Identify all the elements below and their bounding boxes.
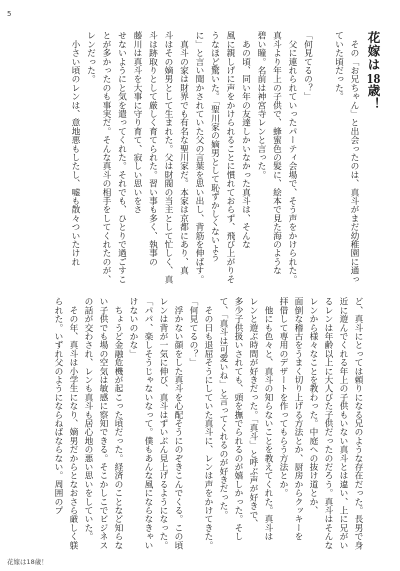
scene-break-spacer (315, 31, 331, 288)
text-line: その日も退屈そうにしていた真斗に、レンは声をかけてきた。 (203, 297, 213, 550)
text-line: 碧い瞳。名前は神宮寺レンと言った。 (256, 31, 266, 179)
text-line: 「何見てるの？」 (302, 31, 313, 101)
text-line: に」と言い聞かされていた父の言葉を思い出し、背筋を伸ばす。 (194, 31, 204, 284)
tate-chu-yoko-digits: 18 (366, 71, 381, 84)
text-line: るレンは年齢以上に大人びた子供だったのだろう。真斗はそんな (323, 297, 333, 550)
text-line: レンと遊ぶ時間が好きだった。「真斗」と呼ぶ声が好きで、 (248, 297, 258, 528)
running-footer: 花嫁は18歳！ (7, 558, 48, 566)
text-line: 父に連れられていったパーティ会場で、そう声をかけられた。 (287, 31, 297, 284)
text-line: ていた頃だった。 (333, 31, 344, 101)
text-line: 面倒な稽古をうまく切り上げる方法とか、厨房からクッキーを (293, 297, 303, 541)
text-line: レンから様々なことを教わった。中庭への抜け道とか、 (308, 297, 318, 515)
text-line: られた。いずれ父のようにならねばならない。周囲のプ (53, 297, 63, 515)
text-line: 近に遊んでくれる年上の子供もいない真斗とは違い、上に兄がい (338, 297, 348, 550)
text-line: 拝借して専用のデザートを作ってもらう方法とか。 (278, 297, 288, 498)
text-line: 多少子供扱いされても、頭を撫でられるのが嬉しかった。そし (233, 297, 243, 541)
text-line: ど、真斗にとっては頼りになる兄のような存在だった。長男で身 (353, 297, 363, 550)
text-line: 浮かない顔をした真斗を心配そうにのぞきこんでくる。この頃 (173, 297, 183, 550)
text-line: けないのかな」 (128, 297, 138, 358)
text-line: せないようにと気を遣ってくれた。それでも、ひとりで過ごすこ (116, 31, 127, 284)
text-line: ちょうど金融危機が起こった頃だった。経済のことなど知らな (113, 297, 123, 550)
text-line: とが多かったのも事実だ。そんな真斗の相手をしてくれたのが、 (101, 31, 111, 284)
text-line: その「お兄ちゃん」と出会ったのは、真斗がまだ幼稚園に通っ (349, 31, 359, 284)
text-line: 「何見てるの？」 (188, 297, 198, 367)
text-line: 真斗の家は財界でも有名な聖川家だ。本家は京都にあり、真 (178, 31, 189, 275)
text-line: 風に親しげに声をかけられることに慣れておらず、飛び上がりそ (225, 31, 235, 284)
text-line: うなほど驚いた。「聖川家の嫡男として恥ずかしくないよう (209, 31, 220, 262)
text-line: 斗は跡取りとして厳しく育てられた。習い事も多く、執事の (147, 31, 158, 266)
text-line: 斗はその嫡男として生まれた。父は財閥の当主として忙しく、真 (163, 31, 173, 284)
text-line: 真斗より年上の子供で、蜂蜜色の髪に、絵本で見た海のような (271, 31, 282, 275)
text-line: その年、真斗は小学生になり、嫡男だからとなおさら厳しく躾 (68, 297, 78, 550)
text-line: レンは背が一気に伸び、真斗はずいぶん見上げるようになった。 (158, 297, 168, 550)
text-line: 他にも色々と、真斗の知らないことを教えてくれた。真斗は (263, 297, 273, 541)
text-line: 小さい頃のレンは、意地悪もしたし、嘘も散々ついたけれ (70, 31, 80, 266)
page-number: 5 (7, 10, 12, 18)
upper-text-tier (55, 31, 385, 288)
text-line: 「パパ、楽しそうじゃないなって。僕もあんな風にならなきゃい (143, 297, 153, 550)
text-line: あの頃、同い年の友達しかいなかった真斗は、そんな (240, 31, 251, 249)
chapter-title: 花嫁は18歳！ (366, 31, 381, 111)
text-line: 藤川は真斗を大事に守り育て、寂しい思いをさ (132, 31, 142, 214)
text-line: レンだった。 (85, 31, 96, 84)
text-line: い子供でも場の空気は敏感に察知できる。そこかしこでビジネス (98, 297, 108, 550)
text-line: の話が交わされ、レンも真斗も居心地の悪い思いをしていた。 (83, 297, 93, 541)
text-line: て、「真斗は可愛いね」と言ってくれるのが好きだった。 (218, 297, 228, 519)
lower-text-tier (45, 297, 365, 554)
